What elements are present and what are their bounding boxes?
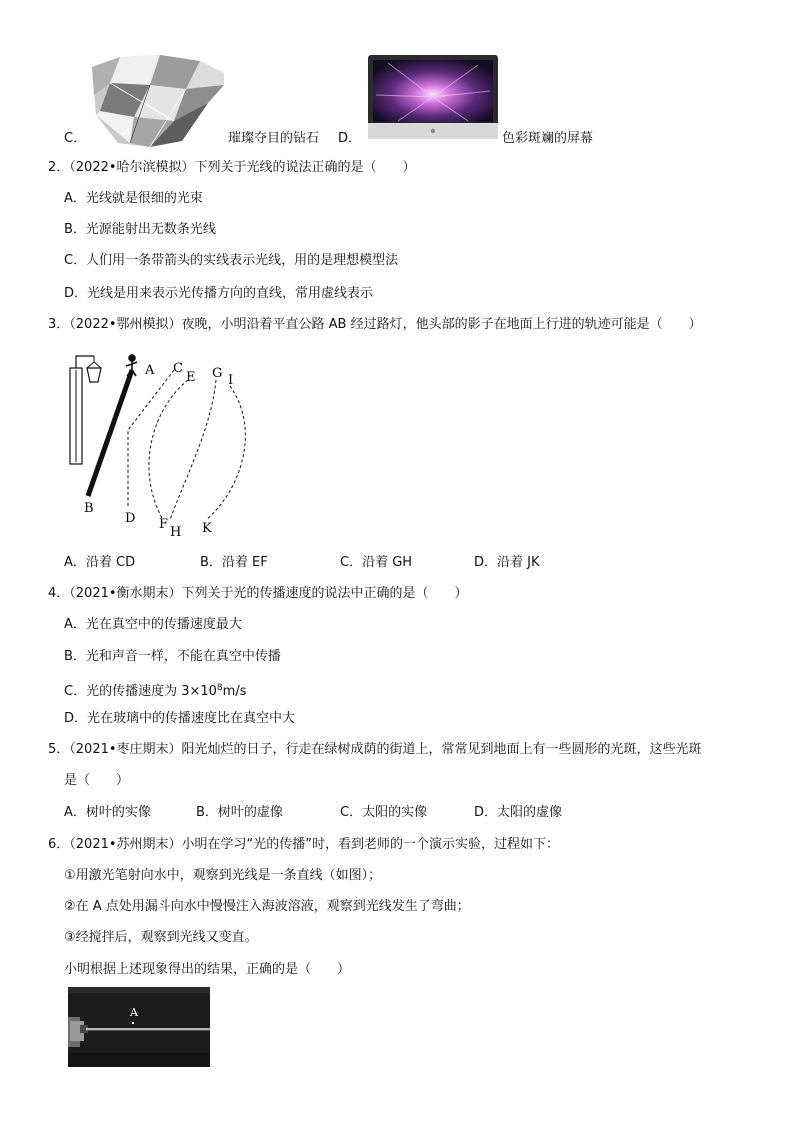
q4-option-b: B．光和声音一样，不能在真空中传播: [64, 649, 281, 664]
q4-option-d: D．光在玻璃中的传播速度比在真空中大: [64, 711, 296, 726]
q3-figure: [66, 350, 256, 540]
q6-step-3: ③经搅拌后，观察到光线又变直。: [64, 930, 258, 945]
q5-stem-line2: 是（ ）: [64, 773, 130, 788]
label-c: C: [173, 361, 183, 376]
road-ab: [88, 370, 132, 496]
path-ef: [149, 380, 188, 518]
q6-laser-figure: [68, 987, 210, 1067]
q2-option-a: A．光线就是很细的光束: [64, 191, 203, 206]
q4-option-c-suffix: m/s: [222, 684, 247, 699]
q5-option-a: A．树叶的实像: [64, 805, 151, 820]
q6-question: 小明根据上述现象得出的结果，正确的是（ ）: [64, 962, 351, 977]
q2-option-c: C．人们用一条带箭头的实线表示光线，用的是理想模型法: [64, 253, 399, 268]
q1-option-c-text: 璀璨夺目的钻石: [228, 131, 320, 146]
q3-option-b: B．沿着 EF: [200, 555, 268, 570]
label-f: F: [159, 517, 169, 532]
path-gh: [170, 380, 216, 520]
q3-option-a: A．沿着 CD: [64, 555, 136, 570]
q5-option-b: B．树叶的虚像: [196, 805, 283, 820]
label-i: I: [228, 373, 234, 388]
q3-option-c: C．沿着 GH: [340, 555, 413, 570]
label-b: B: [84, 501, 94, 516]
q2-option-b: B．光源能射出无数条光线: [64, 222, 216, 237]
monitor-image: [368, 55, 498, 139]
q2-option-d: D．光线是用来表示光传播方向的直线，常用虚线表示: [64, 286, 374, 301]
label-h: H: [170, 525, 182, 540]
q1-option-c-label: C．: [64, 131, 87, 146]
label-a: A: [145, 363, 155, 378]
q5-stem-line1: 5．（2021•枣庄期末）阳光灿烂的日子，行走在绿树成荫的街道上，常常见到地面上有一些圆形的光斑，这些光斑: [48, 742, 702, 757]
point-a-marker: [132, 1022, 134, 1024]
diamond-image: [90, 55, 224, 147]
q3-stem: 3．（2022•鄂州模拟）夜晚，小明沿着平直公路 AB 经过路灯，他头部的影子在地面上行进的轨迹可能是（ ）: [48, 317, 702, 332]
label-d: D: [125, 511, 136, 526]
q4-stem: 4．（2021•衡水期末）下列关于光的传播速度的说法中正确的是（ ）: [48, 586, 468, 601]
q5-option-c: C．太阳的实像: [340, 805, 428, 820]
q2-stem: 2．（2022•哈尔滨模拟）下列关于光线的说法正确的是（ ）: [48, 160, 416, 175]
label-g: G: [212, 366, 223, 381]
point-a-label: A: [130, 1006, 138, 1019]
q6-step-1: ①用激光笔射向水中，观察到光线是一条直线（如图）；: [64, 868, 382, 883]
q6-stem: 6．（2021•苏州期末）小明在学习“光的传播”时，看到老师的一个演示实验，过程如下：: [48, 837, 559, 852]
q4-option-c: [64, 680, 246, 700]
path-cd: [128, 370, 174, 508]
q1-option-d-text: 色彩斑斓的屏幕: [502, 131, 594, 146]
q4-option-a: A．光在真空中的传播速度最大: [64, 617, 242, 632]
q4-option-c-exponent: 8: [216, 683, 223, 693]
label-k: K: [202, 521, 212, 536]
q3-option-d: D．沿着 JK: [474, 555, 540, 570]
lamp-icon: [87, 368, 101, 382]
q5-option-d: D．太阳的虚像: [474, 805, 563, 820]
q6-step-2: ②在 A 点处用漏斗向水中慢慢注入海波溶液，观察到光线发生了弯曲；: [64, 899, 470, 914]
q4-option-c-prefix: C．光的传播速度为 3×10: [64, 684, 217, 699]
path-ik: [206, 386, 245, 520]
q1-option-d-label: D．: [338, 131, 362, 146]
label-e: E: [186, 370, 196, 385]
